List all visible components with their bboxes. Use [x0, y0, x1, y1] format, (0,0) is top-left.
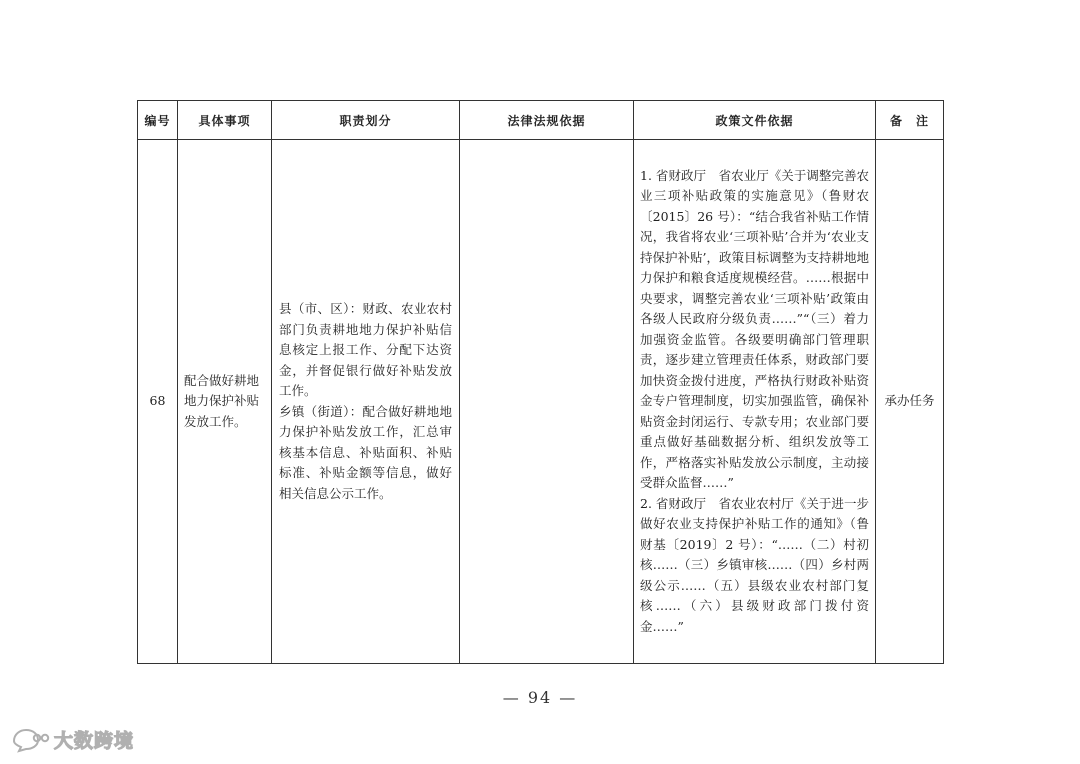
header-duty: 职责划分	[272, 101, 460, 140]
table-header-row	[138, 101, 944, 140]
header-note: 备 注	[876, 101, 944, 140]
watermark	[10, 726, 134, 753]
table-row	[138, 140, 944, 664]
header-number: 编号	[138, 101, 178, 140]
cell-policy	[634, 140, 876, 664]
duty-county: 县（市、区）：财政、农业农村部门负责耕地地力保护补贴信息核定上报工作、分配下达资金，并督促银行做好补贴发放工作。	[279, 301, 452, 398]
cell-law	[460, 140, 634, 664]
header-policy: 政策文件依据	[634, 101, 876, 140]
duty-township: 乡镇（街道）：配合做好耕地地力保护补贴发放工作，汇总审核基本信息、补贴面积、补贴标准、补贴金额等信息，做好相关信息公示工作。	[279, 403, 452, 501]
cell-item: 配合做好耕地地力保护补贴发放工作。	[178, 140, 272, 664]
policy-item-1: 1. 省财政厅 省农业厅《关于调整完善农业三项补贴政策的实施意见》（鲁财农〔2015〕26 号）：“结合我省补贴工作情况，我省将农业‘三项补贴’合并为‘农业支持保护补贴’，政策目标调整为支持耕地地力保护和粮食适度规模经营。……根据中央要求，调整完善农业‘三项补贴’政策由各级人民政府分级负责……”“（三）着力加强资金监管。各级要明确部门管理职责，逐步建立管理责任体系，财政部门要加快资金拨付进度，严格执行财政补贴资金专户管理制度，切实加强监管，确保补贴资金封闭运行、专款专用；农业部门要重点做好基础数据分析、组织发放等工作，严格落实补贴发放公示制度，主动接受群众监督……”	[640, 167, 869, 491]
cell-number: 68	[138, 140, 178, 664]
header-law: 法律法规依据	[460, 101, 634, 140]
header-item: 具体事项	[178, 101, 272, 140]
cell-duty	[272, 140, 460, 664]
responsibility-table	[137, 100, 944, 664]
page-number: — 94 —	[502, 688, 578, 707]
cell-note: 承办任务	[876, 140, 944, 664]
chat-bubble-logo-icon	[10, 727, 50, 753]
policy-item-2: 2. 省财政厅 省农业农村厅《关于进一步做好农业支持保护补贴工作的通知》（鲁财基〔2019〕2 号）：“……（二）村初核……（三）乡镇审核……（四）乡村两级公示……（五）县级农业农村部门复核……（六）县级财政部门拨付资金……”	[640, 495, 869, 634]
watermark-text: 大数跨境	[54, 730, 135, 752]
